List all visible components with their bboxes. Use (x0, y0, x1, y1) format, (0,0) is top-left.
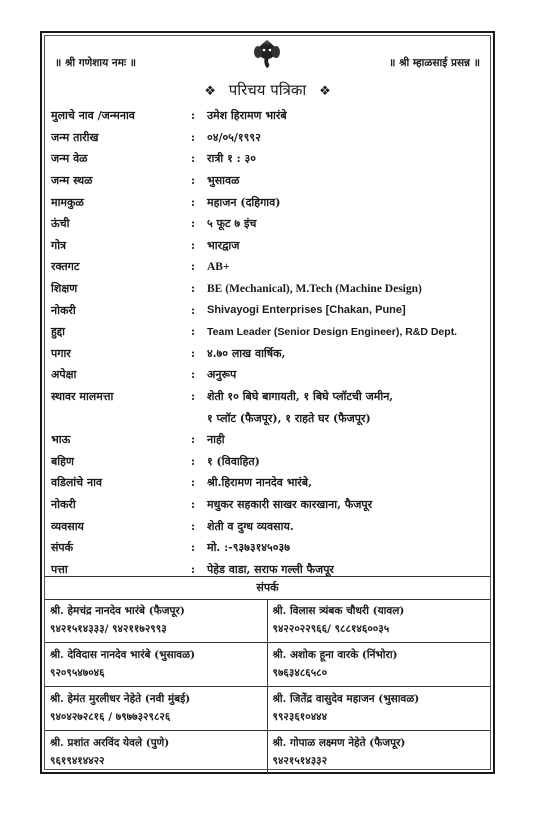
contact-name: श्री. हेमंत मुरलीधर नेहेते (नवी मुंबई) (50, 693, 191, 705)
detail-row (51, 256, 484, 278)
detail-separator: : (190, 152, 196, 166)
contact-card (45, 599, 268, 642)
detail-separator: : (190, 303, 196, 317)
contact-name: श्री. हेमचंद्र नानदेव भारंबे (फैजपूर) (50, 605, 185, 617)
contacts-row (45, 643, 490, 687)
detail-label: मुलाचे नाव /जन्मनाव (51, 109, 135, 123)
detail-label: स्थावर मालमत्ता (51, 390, 114, 404)
detail-row (51, 299, 484, 321)
detail-separator: : (190, 174, 196, 188)
contacts-heading: संपर्क (45, 576, 490, 600)
detail-value: १ प्लॉट (फैजपूर), १ राहते घर (फैजपूर) (207, 411, 371, 425)
detail-value: Shivayogi Enterprises [Chakan, Pune] (207, 304, 406, 317)
contact-phone: ९४२१५१४३३२ (272, 755, 328, 767)
contacts-grid (45, 599, 490, 774)
contact-card (45, 687, 268, 730)
detail-separator: : (190, 109, 196, 123)
detail-label: बहिण (51, 454, 74, 468)
detail-row (51, 105, 484, 127)
contact-phone: ९९२३६१०४४४ (272, 711, 328, 723)
detail-row (51, 191, 484, 213)
detail-label: शिक्षण (51, 282, 78, 296)
detail-row (51, 472, 484, 494)
contact-name: श्री. अशोक हूना वारके (निंभोरा) (272, 649, 398, 661)
detail-row (51, 364, 484, 386)
detail-separator: : (190, 238, 196, 252)
detail-label: जन्म वेळ (51, 152, 88, 166)
detail-separator: : (190, 562, 196, 576)
detail-value: BE (Mechanical), M.Tech (Machine Design) (207, 282, 422, 295)
detail-label: पगार (51, 346, 71, 360)
detail-value: Team Leader (Senior Design Engineer), R&D Dept. (207, 325, 458, 338)
ornament-left-icon: ❖ (204, 84, 216, 99)
detail-value: पेहेड वाडा, सराफ गल्ली फैजपूर (207, 562, 334, 576)
detail-label: पत्ता (51, 562, 68, 576)
detail-value: रात्री १ : ३० (207, 152, 256, 166)
contact-card (45, 731, 268, 774)
detail-separator: : (190, 195, 196, 209)
detail-label: व्यवसाय (51, 519, 84, 533)
detail-value: मधुकर सहकारी साखर कारखाना, फैजपूर (207, 497, 373, 511)
detail-separator: : (190, 519, 196, 533)
detail-row (51, 148, 484, 170)
detail-label: भाऊ (51, 433, 71, 447)
detail-separator: : (190, 541, 196, 555)
detail-row (51, 321, 484, 343)
detail-label: नोकरी (51, 303, 76, 317)
detail-separator: : (190, 260, 196, 274)
detail-row (51, 386, 484, 408)
detail-separator: : (190, 368, 196, 382)
biodata-card (40, 31, 495, 774)
detail-separator: : (190, 454, 196, 468)
contacts-row (45, 599, 490, 643)
contact-name: श्री. विलास त्र्यंबक चौधरी (यावल) (272, 605, 405, 617)
detail-separator: : (190, 497, 196, 511)
detail-row (51, 170, 484, 192)
detail-value: ४.७० लाख वार्षिक, (207, 346, 286, 360)
detail-label: जन्म स्थळ (51, 174, 93, 188)
detail-value: अनुरूप (207, 368, 237, 382)
detail-row (51, 451, 484, 473)
detail-value: उमेश हिरामण भारंबे (207, 109, 287, 123)
contact-phone: ९४०४२७२८१६ / ७९७७३२९८२६ (50, 711, 171, 723)
detail-label: अपेक्षा (51, 368, 77, 382)
detail-row (51, 278, 484, 300)
contact-phone: ९४२२०२२९६६/ ९८८१४६००३५ (272, 623, 390, 635)
right-greeting: ॥ श्री म्हाळसाई प्रसन्न ॥ (389, 57, 480, 69)
detail-label: ऊंची (51, 217, 70, 231)
detail-row (51, 515, 484, 537)
detail-value: ०४/०५/१९९२ (207, 130, 261, 144)
contact-card (268, 731, 491, 774)
detail-value: १ (विवाहित) (207, 454, 260, 468)
details-list (51, 105, 484, 580)
detail-value: शेती व दुग्ध व्यवसाय. (207, 519, 294, 533)
detail-row (51, 213, 484, 235)
detail-row (51, 429, 484, 451)
contact-phone: ९४२१५१४३३३/ ९४२११७२९९३ (50, 623, 167, 635)
contact-name: श्री. जितेंद्र वासुदेव महाजन (भुसावळ) (272, 693, 420, 705)
detail-separator: : (190, 217, 196, 231)
detail-label: हुद्दा (51, 325, 66, 339)
page-title (45, 80, 490, 100)
contact-name: श्री. प्रशांत अरविंद येवले (पुणे) (50, 737, 170, 749)
detail-row (51, 494, 484, 516)
detail-label: मामकुळ (51, 195, 84, 209)
contacts-row (45, 687, 490, 731)
detail-label: जन्म तारीख (51, 130, 99, 144)
detail-separator: : (190, 325, 196, 339)
detail-separator: : (190, 433, 196, 447)
contact-card (268, 687, 491, 730)
contact-name: श्री. गोपाळ लक्ष्मण नेहेते (फैजपूर) (272, 737, 406, 749)
contact-name: श्री. देविदास नानदेव भारंबे (भुसावळ) (50, 649, 196, 661)
contact-card (268, 643, 491, 686)
detail-value: ५ फूट ७ इंच (207, 217, 257, 231)
contact-phone: ९६१९४१४४२२ (50, 755, 105, 767)
detail-value: महाजन (दहिगाव) (207, 195, 281, 209)
detail-separator: : (190, 346, 196, 360)
detail-label: संपर्क (51, 541, 74, 555)
detail-row (51, 343, 484, 365)
ganesha-icon (253, 40, 281, 70)
ornament-right-icon: ❖ (319, 84, 331, 99)
detail-label: नोकरी (51, 497, 76, 511)
contacts-row (45, 731, 490, 774)
card-inner-border (44, 35, 491, 770)
detail-value: भारद्वाज (207, 238, 240, 252)
detail-row-continued (51, 407, 484, 429)
detail-separator: : (190, 282, 196, 296)
detail-label: वडिलांचे नाव (51, 476, 103, 490)
detail-separator: : (190, 390, 196, 404)
detail-value: भुसावळ (207, 174, 240, 188)
detail-row (51, 235, 484, 257)
left-greeting: ॥ श्री गणेशाय नमः ॥ (55, 57, 137, 69)
detail-separator: : (190, 476, 196, 490)
contact-phone: ९७६३४८६५८० (272, 667, 328, 679)
detail-value: मो. :-९३७३१४५०३७ (207, 541, 290, 555)
detail-separator: : (190, 130, 196, 144)
detail-value: श्री.हिरामण नानदेव भारंबे, (207, 476, 312, 490)
detail-row (51, 537, 484, 559)
contact-card (45, 643, 268, 686)
contact-phone: ९२०९५४७०४६ (50, 667, 105, 679)
detail-value: नाही (207, 433, 225, 447)
detail-label: गोत्र (51, 238, 67, 252)
contact-card (268, 599, 491, 642)
detail-row (51, 127, 484, 149)
title-text: परिचय पत्रिका (228, 81, 307, 99)
detail-label: रक्तगट (51, 260, 80, 274)
detail-value: शेती १० बिघे बागायती, १ बिघे प्लॉटची जमीन, (207, 390, 394, 404)
detail-value: AB+ (207, 260, 230, 273)
